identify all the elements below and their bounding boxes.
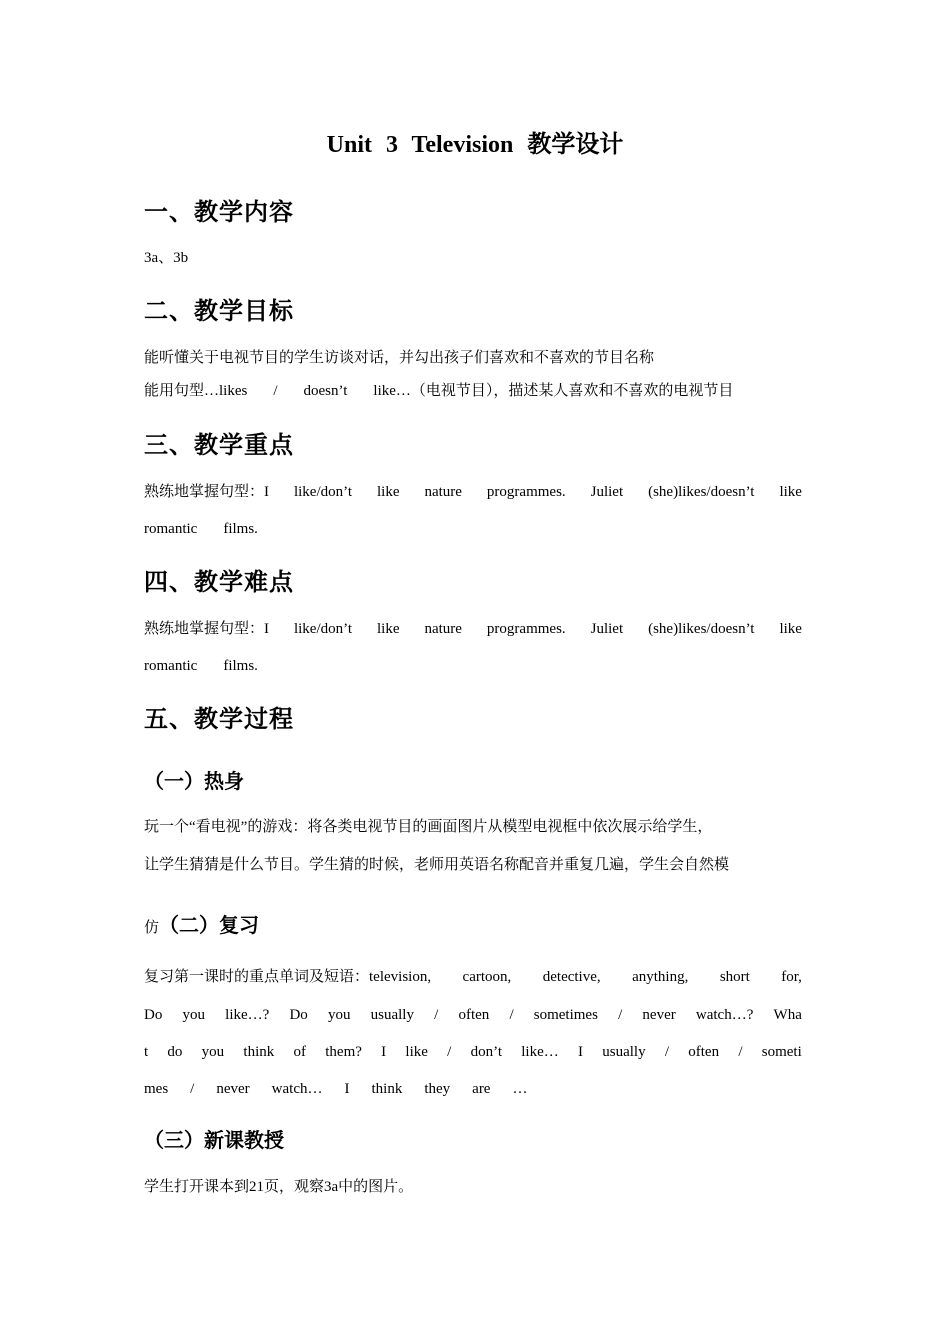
- text-segment: programmes.: [486, 484, 566, 500]
- text-segment: films.: [223, 521, 258, 537]
- text-segment: they: [424, 1081, 451, 1097]
- text-segment: (she)likes/doesn’t: [648, 621, 755, 637]
- section-heading-process: 五、教学过程: [144, 705, 294, 733]
- text-segment: like…（电视节目），描述某人喜欢和不喜欢的电视节目: [373, 383, 734, 399]
- text-segment: programmes.: [486, 621, 566, 637]
- text-segment: like…?: [225, 1007, 270, 1023]
- text-segment: often: [688, 1044, 720, 1060]
- warmup-line-3-with-review-heading: [144, 915, 802, 938]
- text-segment: like: [405, 1044, 428, 1060]
- text-segment: …: [512, 1081, 528, 1097]
- text-segment: /: [447, 1044, 452, 1060]
- text-segment: short: [719, 969, 750, 985]
- text-segment: romantic: [144, 521, 198, 537]
- objectives-line-1: 能听懂关于电视节目的学生访谈对话，并勾出孩子们喜欢和不喜欢的节目名称: [144, 350, 655, 366]
- text-segment: anything,: [632, 969, 689, 985]
- text-segment: doesn’t: [303, 383, 348, 399]
- section-heading-key-points: 三、教学重点: [144, 431, 294, 459]
- text-segment: don’t: [470, 1044, 502, 1060]
- warmup-line-1: 玩一个“看电视”的游戏：将各类电视节目的画面图片从模型电视框中依次展示给学生，: [144, 819, 713, 835]
- text-segment: 能用句型…likes: [144, 383, 248, 399]
- text-segment: /: [190, 1081, 195, 1097]
- text-segment: nature: [424, 621, 462, 637]
- text-segment: like: [377, 484, 400, 500]
- text-segment: think: [371, 1081, 403, 1097]
- text-segment: of: [293, 1044, 307, 1060]
- text-segment: them?: [325, 1044, 362, 1060]
- text-segment: for,: [781, 969, 802, 985]
- text-segment: 熟练地掌握句型：I: [144, 621, 269, 637]
- text-segment: /: [509, 1007, 514, 1023]
- text-segment: detective,: [542, 969, 601, 985]
- subsection-heading-review: （二）复习: [159, 913, 260, 937]
- text-segment: never: [216, 1081, 250, 1097]
- text-segment: like: [779, 484, 802, 500]
- review-line-2: [144, 1005, 802, 1025]
- review-line-3: [144, 1042, 802, 1062]
- key-points-line-2: [144, 519, 802, 539]
- new-lesson-line-1: 学生打开课本到21页，观察3a中的图片。: [144, 1179, 414, 1195]
- text-segment: you: [201, 1044, 225, 1060]
- text-segment: often: [458, 1007, 490, 1023]
- text-segment: /: [618, 1007, 623, 1023]
- text-segment: like: [377, 621, 400, 637]
- text-segment: like…: [521, 1044, 559, 1060]
- text-segment: /: [434, 1007, 439, 1023]
- text-segment: are: [472, 1081, 491, 1097]
- difficulties-line-1: [144, 619, 802, 639]
- text-segment: 熟练地掌握句型：I: [144, 484, 269, 500]
- subsection-heading-new-lesson: （三）新课教授: [144, 1128, 284, 1152]
- text-segment: /: [664, 1044, 670, 1060]
- warmup-line-2: 让学生猜猜是什么节目。学生猜的时候，老师用英语名称配音并重复几遍，学生会自然模: [144, 857, 730, 873]
- text-segment: like/don’t: [293, 621, 353, 637]
- text-segment: 复习第一课时的重点单词及短语：television,: [144, 969, 432, 985]
- text-segment: Juliet: [590, 621, 624, 637]
- section-heading-objectives: 二、教学目标: [144, 297, 294, 325]
- text-segment: I: [381, 1044, 387, 1060]
- text-segment: nature: [424, 484, 462, 500]
- text-segment: usually: [602, 1044, 646, 1060]
- document-title: Unit 3 Television 教学设计: [326, 132, 624, 158]
- review-line-4: [144, 1079, 802, 1099]
- text-segment: someti: [761, 1044, 802, 1060]
- difficulties-line-2: [144, 656, 802, 676]
- text-segment: mes: [144, 1081, 169, 1097]
- text-segment: watch…: [271, 1081, 323, 1097]
- subsection-heading-warmup: （一）热身: [144, 769, 244, 793]
- section-heading-content: 一、教学内容: [144, 198, 294, 226]
- text-segment: 仿: [144, 920, 160, 936]
- key-points-line-1: [144, 482, 802, 502]
- section-content-text: 3a、3b: [144, 250, 189, 266]
- text-segment: sometimes: [533, 1007, 598, 1023]
- text-segment: think: [243, 1044, 275, 1060]
- text-segment: t: [144, 1044, 149, 1060]
- review-line-1: [144, 967, 802, 987]
- text-segment: films.: [223, 658, 258, 674]
- objectives-line-2: [144, 381, 802, 401]
- text-segment: never: [642, 1007, 676, 1023]
- text-segment: romantic: [144, 658, 198, 674]
- text-segment: like/don’t: [293, 484, 353, 500]
- text-segment: I: [578, 1044, 583, 1060]
- text-segment: /: [273, 383, 278, 399]
- section-heading-difficulties: 四、教学难点: [144, 568, 294, 596]
- text-segment: I: [344, 1081, 350, 1097]
- text-segment: Do: [144, 1007, 163, 1023]
- text-segment: do: [167, 1044, 183, 1060]
- text-segment: like: [779, 621, 802, 637]
- text-segment: Juliet: [590, 484, 624, 500]
- text-segment: you: [182, 1007, 205, 1023]
- text-segment: Do: [289, 1007, 308, 1023]
- text-segment: (she)likes/doesn’t: [648, 484, 755, 500]
- text-segment: usually: [370, 1007, 414, 1023]
- text-segment: /: [738, 1044, 743, 1060]
- text-segment: watch…?: [695, 1007, 754, 1023]
- text-segment: Wha: [773, 1007, 802, 1023]
- text-segment: cartoon,: [462, 969, 512, 985]
- text-segment: you: [327, 1007, 351, 1023]
